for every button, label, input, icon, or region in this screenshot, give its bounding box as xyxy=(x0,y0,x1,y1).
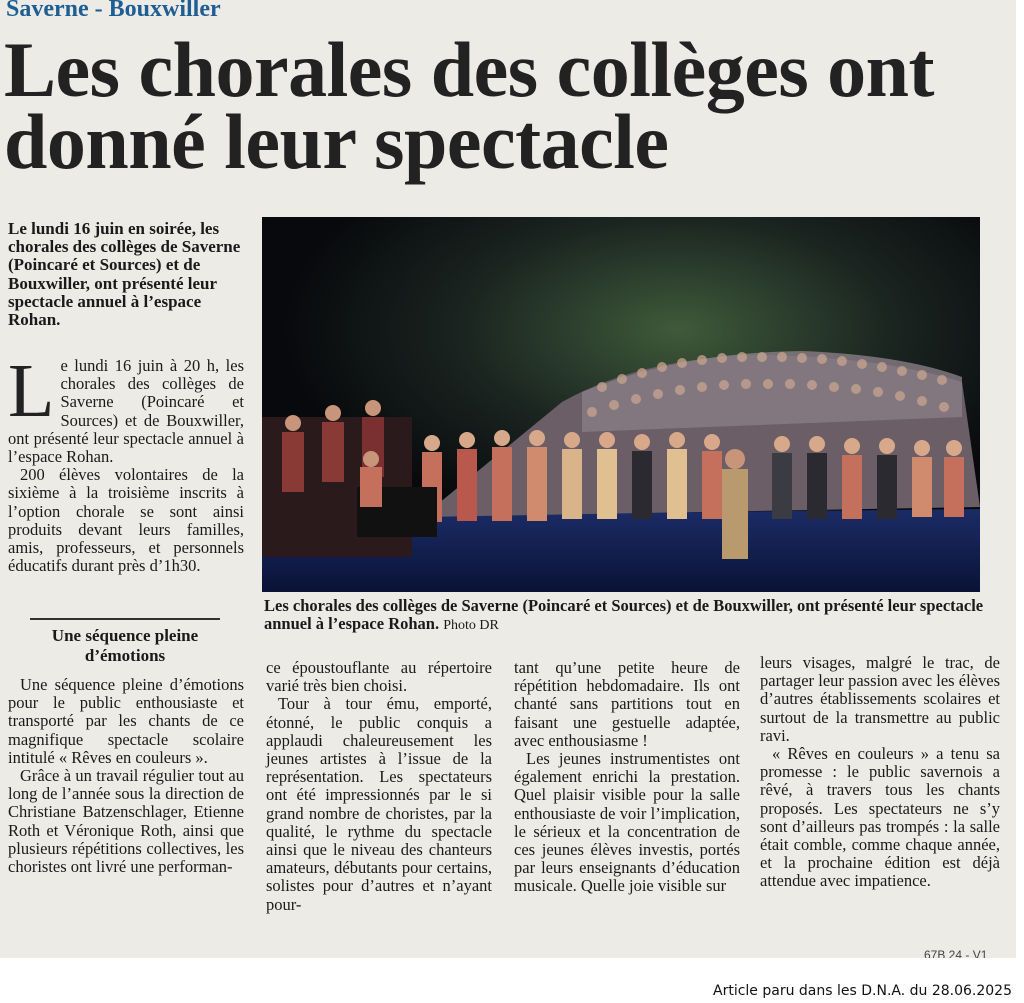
column-4 xyxy=(760,654,1000,891)
photo-caption xyxy=(264,597,984,635)
article-headline: Les chorales des collèges ont donné leur spectacle xyxy=(4,26,935,185)
paragraph-text: e lundi 16 juin à 20 h, les chorales des collèges de Saverne (Poincaré et Sources) et de Bouxwiller, ont présenté leur spectacle annuel à l’espace Rohan. xyxy=(8,356,244,467)
source-note: Article paru dans les D.N.A. du 28.06.2025 xyxy=(713,983,1012,999)
column-1-lower xyxy=(8,676,244,876)
article-lead: Le lundi 16 juin en soirée, les chorales des collèges de Saverne (Poincaré et Sources) et de Bouxwiller, ont présenté leur spectacle annuel à l’espace Rohan. xyxy=(8,219,241,330)
paragraph: Les jeunes instrumentistes ont également enrichi la prestation. Quel plaisir visible pour la salle enthousiaste de voir l’implication, le sérieux et la concentration de ces jeunes élèves investis, portés par leurs enseignants d’éducation musicale. Quelle joie visible sur xyxy=(514,749,740,896)
column-2 xyxy=(266,659,492,914)
paragraph: « Rêves en couleurs » a tenu sa promesse : le public savernois a rêvé, à travers tous les chants proposés. Les spectateurs ne s’y sont d’ailleurs pas trompés : la salle était comble, comme chaque année, et la prochaine édition est déjà attendue avec impatience. xyxy=(760,744,1000,891)
choir-stage-photo xyxy=(262,217,980,592)
drop-cap: L xyxy=(8,349,55,433)
section-rubric: Saverne - Bouxwiller xyxy=(6,0,221,22)
page-code: 67B 24 - V1 xyxy=(924,948,988,958)
paragraph: leurs visages, malgré le trac, de partager leur passion avec les élèves d’autres établissements scolaires et surtout de la transmettre au public ravi. xyxy=(760,653,1000,745)
paragraph: tant qu’une petite heure de répétition hebdomadaire. Ils ont chanté sans partitions tout en faisant une gestuelle adaptée, avec enthousiasme ! xyxy=(514,658,740,750)
paragraph: ce époustouflante au répertoire varié très bien choisi. xyxy=(266,658,492,696)
photo-credit: Photo DR xyxy=(443,618,499,633)
paragraph: Tour à tour ému, emporté, étonné, le public conquis a applaudi chaleureusement les jeunes artistes à l’issue de la représentation. Les spectateurs ont été impressionnés par le si grand nombre de choristes, par la qualité, le rythme du spectacle ainsi que le niveau des chanteurs amateurs, débutants pour certains, solistes pour d’autres et n’ayant pour- xyxy=(266,694,492,914)
column-3 xyxy=(514,659,740,896)
first-paragraph xyxy=(8,349,244,467)
choir-photo-illustration xyxy=(262,217,980,592)
paragraph: 200 élèves volontaires de la sixième à la troisième inscrits à l’option chorale se sont ainsi produits devant leurs familles, amis, professeurs, et personnels éducatifs durant près d’1h30. xyxy=(8,465,244,576)
caption-text: Les chorales des collèges de Saverne (Poincaré et Sources) et de Bouxwiller, ont présenté leur spectacle annuel à l’espace Rohan. xyxy=(264,596,984,633)
article-subhead: Une séquence pleine d’émotions xyxy=(30,618,220,666)
paragraph: Grâce à un travail régulier tout au long de l’année sous la direction de Christiane Batzenschlager, Etienne Roth et Véronique Roth, ainsi que plusieurs répétitions collectives, les choristes ont livré une performan- xyxy=(8,766,244,877)
paragraph: Une séquence pleine d’émotions pour le public enthousiaste et transporté par les chants de ce magnifique spectacle scolaire intitulé « Rêves en couleurs ». xyxy=(8,675,244,767)
column-1-upper xyxy=(8,349,244,576)
